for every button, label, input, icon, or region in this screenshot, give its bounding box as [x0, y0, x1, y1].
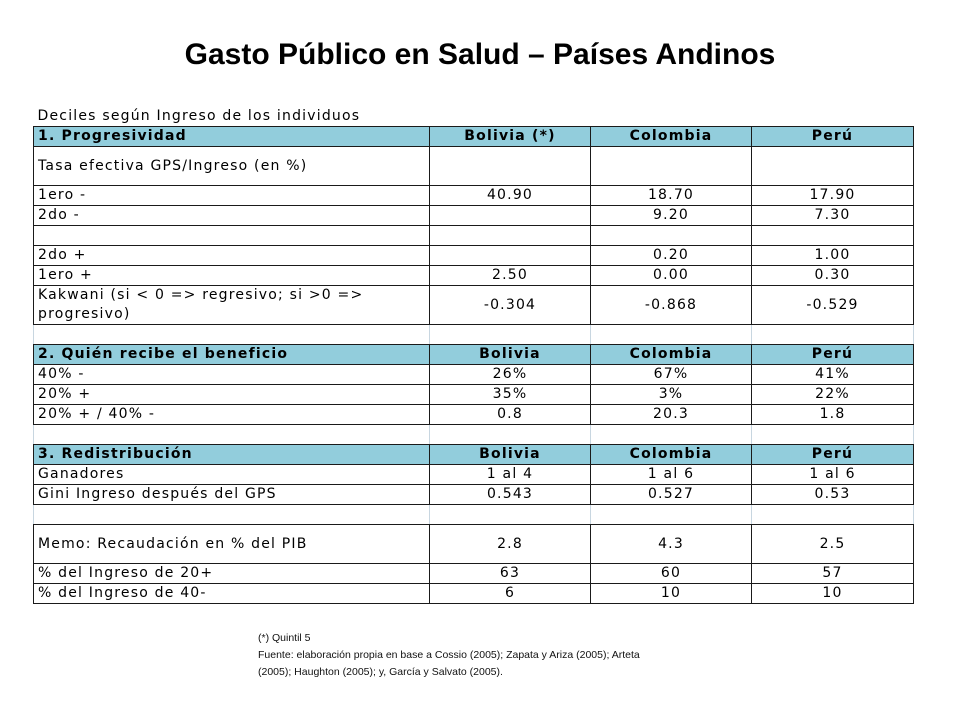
- section-header-label: 3. Redistribución: [34, 445, 430, 465]
- table-cell: 18.70: [591, 186, 752, 206]
- row-label: Gini Ingreso después del GPS: [34, 485, 430, 505]
- table-cell: 10: [752, 584, 914, 604]
- table-row: [34, 365, 914, 385]
- row-label: % del Ingreso de 40-: [34, 584, 430, 604]
- table-cell: 63: [430, 564, 591, 584]
- table-row: [34, 266, 914, 286]
- table-cell: 0.527: [591, 485, 752, 505]
- table-cell: 10: [591, 584, 752, 604]
- source-note-line-1: Fuente: elaboración propia en base a Cossio (2005); Zapata y Ariza (2005); Arteta: [258, 649, 640, 661]
- row-label: Kakwani (si < 0 => regresivo; si >0 => progresivo): [34, 286, 430, 325]
- table-cell: -0.304: [430, 286, 591, 325]
- table-cell: 0.30: [752, 266, 914, 286]
- table-cell: 3%: [591, 385, 752, 405]
- table-caption-row: [34, 107, 914, 127]
- table-cell: 17.90: [752, 186, 914, 206]
- section-header-row: [34, 127, 914, 147]
- table-cell: 0.543: [430, 485, 591, 505]
- table-cell: 2.50: [430, 266, 591, 286]
- table-cell: 41%: [752, 365, 914, 385]
- row-label: Tasa efectiva GPS/Ingreso (en %): [34, 147, 430, 186]
- table-cell: [430, 246, 591, 266]
- row-label: 2do +: [34, 246, 430, 266]
- table-cell: [591, 147, 752, 186]
- table-row: [34, 584, 914, 604]
- table-cell: 40.90: [430, 186, 591, 206]
- data-table: [33, 107, 914, 604]
- table-cell: -0.529: [752, 286, 914, 325]
- row-label: % del Ingreso de 20+: [34, 564, 430, 584]
- column-header: Bolivia (*): [430, 127, 591, 147]
- table-cell: -0.868: [591, 286, 752, 325]
- table-row: [34, 206, 914, 226]
- table-caption: Deciles según Ingreso de los individuos: [34, 107, 914, 127]
- column-header: Colombia: [591, 445, 752, 465]
- table-row: [34, 485, 914, 505]
- row-label: [34, 226, 430, 246]
- section-header-row: [34, 445, 914, 465]
- table-cell: 1.00: [752, 246, 914, 266]
- table-row: [34, 525, 914, 564]
- table-cell: [430, 147, 591, 186]
- table-cell: 0.00: [591, 266, 752, 286]
- row-label: Ganadores: [34, 465, 430, 485]
- table-cell: 57: [752, 564, 914, 584]
- column-header: Perú: [752, 127, 914, 147]
- table-cell: 0.20: [591, 246, 752, 266]
- page-title: Gasto Público en Salud – Países Andinos: [184, 38, 776, 71]
- row-label: 1ero -: [34, 186, 430, 206]
- table-cell: 0.8: [430, 405, 591, 425]
- table-row: [34, 186, 914, 206]
- table-row: [34, 405, 914, 425]
- source-note-line-2: (2005); Haughton (2005); y, García y Salvato (2005).: [258, 666, 503, 678]
- table-row: [34, 465, 914, 485]
- row-label: 2do -: [34, 206, 430, 226]
- table-cell: [430, 226, 591, 246]
- table-cell: 1 al 6: [752, 465, 914, 485]
- table-cell: 1 al 4: [430, 465, 591, 485]
- table-cell: 60: [591, 564, 752, 584]
- section-header-row: [34, 345, 914, 365]
- table-row: [34, 147, 914, 186]
- column-header: Colombia: [591, 127, 752, 147]
- spacer-row: [34, 505, 914, 525]
- table-cell: [591, 226, 752, 246]
- table-cell: 20.3: [591, 405, 752, 425]
- table-cell: 9.20: [591, 206, 752, 226]
- table-cell: 2.8: [430, 525, 591, 564]
- table-cell: [752, 147, 914, 186]
- table-cell: 2.5: [752, 525, 914, 564]
- table-row: [34, 385, 914, 405]
- table-row: [34, 564, 914, 584]
- row-label: 20% +: [34, 385, 430, 405]
- row-label: 1ero +: [34, 266, 430, 286]
- column-header: Perú: [752, 445, 914, 465]
- section-header-label: 2. Quién recibe el beneficio: [34, 345, 430, 365]
- table-cell: 0.53: [752, 485, 914, 505]
- table-row: [34, 226, 914, 246]
- table-row: [34, 286, 914, 325]
- table-cell: 35%: [430, 385, 591, 405]
- table-cell: 6: [430, 584, 591, 604]
- column-header: Colombia: [591, 345, 752, 365]
- table-cell: 26%: [430, 365, 591, 385]
- table-cell: [430, 206, 591, 226]
- column-header: Bolivia: [430, 345, 591, 365]
- footnotes: [258, 630, 640, 681]
- quintil-note: (*) Quintil 5: [258, 632, 311, 644]
- table-cell: 4.3: [591, 525, 752, 564]
- table-cell: 7.30: [752, 206, 914, 226]
- table-cell: 22%: [752, 385, 914, 405]
- table-cell: 67%: [591, 365, 752, 385]
- row-label: 20% + / 40% -: [34, 405, 430, 425]
- table-cell: 1 al 6: [591, 465, 752, 485]
- spacer-row: [34, 325, 914, 345]
- section-header-label: 1. Progresividad: [34, 127, 430, 147]
- table-row: [34, 246, 914, 266]
- column-header: Bolivia: [430, 445, 591, 465]
- table-cell: [752, 226, 914, 246]
- column-header: Perú: [752, 345, 914, 365]
- spacer-row: [34, 425, 914, 445]
- row-label: 40% -: [34, 365, 430, 385]
- row-label: Memo: Recaudación en % del PIB: [34, 525, 430, 564]
- table-cell: 1.8: [752, 405, 914, 425]
